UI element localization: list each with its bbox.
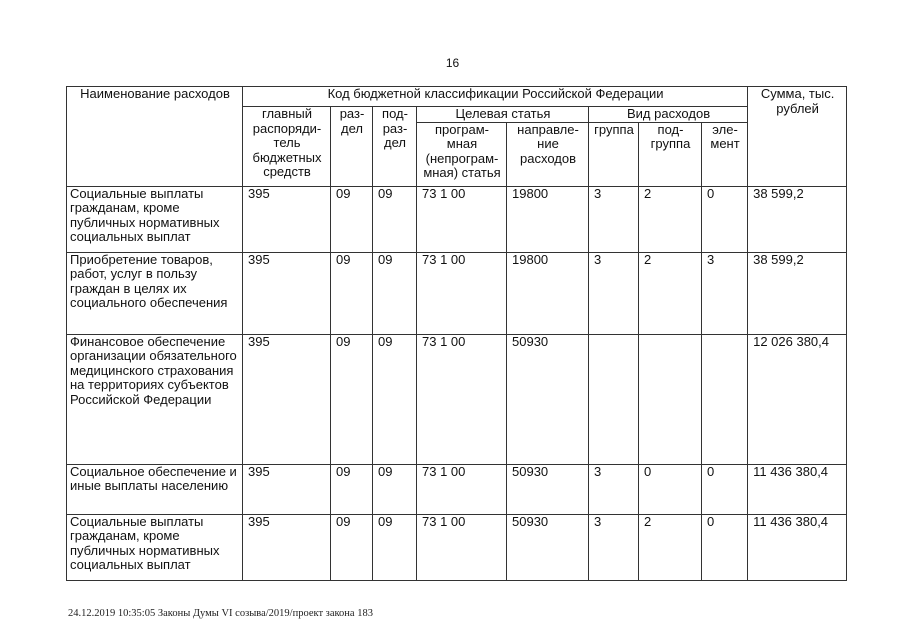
footer-timestamp: 24.12.2019 10:35:05 Законы Думы VI созыва/2019/проект закона 183	[68, 608, 373, 619]
row-group: 3	[589, 514, 639, 580]
row-sum: 38 599,2	[748, 186, 847, 252]
header-code-group: Код бюджетной классификации Российской Федерации	[243, 87, 748, 107]
row-manager: 395	[243, 464, 331, 514]
table-row	[67, 514, 847, 580]
row-group: 3	[589, 252, 639, 334]
row-subgroup: 2	[639, 252, 702, 334]
row-element: 0	[702, 514, 748, 580]
row-section: 09	[331, 334, 373, 464]
row-element: 0	[702, 186, 748, 252]
header-direction: направле-ние расходов	[507, 122, 589, 186]
row-direction: 50930	[507, 514, 589, 580]
row-sum: 12 026 380,4	[748, 334, 847, 464]
table-row	[67, 252, 847, 334]
header-sum: Сумма, тыс. рублей	[748, 87, 847, 187]
row-sum: 11 436 380,4	[748, 514, 847, 580]
row-subgroup: 2	[639, 186, 702, 252]
header-program: програм-мная (непрограм-мная) статья	[417, 122, 507, 186]
row-program: 73 1 00	[417, 334, 507, 464]
row-name: Социальные выплаты гражданам, кроме публичных нормативных социальных выплат	[67, 186, 243, 252]
row-name: Приобретение товаров, работ, услуг в пользу граждан в целях их социального обеспечения	[67, 252, 243, 334]
row-subsection: 09	[373, 514, 417, 580]
row-program: 73 1 00	[417, 252, 507, 334]
header-target-article: Целевая статья	[417, 107, 589, 123]
row-manager: 395	[243, 334, 331, 464]
row-section: 09	[331, 252, 373, 334]
header-subsection: под-раз-дел	[373, 107, 417, 187]
row-manager: 395	[243, 252, 331, 334]
table-row	[67, 334, 847, 464]
row-program: 73 1 00	[417, 514, 507, 580]
row-direction: 50930	[507, 334, 589, 464]
row-direction: 19800	[507, 252, 589, 334]
row-subgroup: 0	[639, 464, 702, 514]
page-number: 16	[445, 56, 460, 70]
row-manager: 395	[243, 186, 331, 252]
row-group: 3	[589, 464, 639, 514]
row-subgroup	[639, 334, 702, 464]
header-name: Наименование расходов	[67, 87, 243, 187]
row-name: Финансовое обеспечение организации обязательного медицинского страхования на территориях субъектов Российской Федерации	[67, 334, 243, 464]
table-row	[67, 186, 847, 252]
row-section: 09	[331, 464, 373, 514]
row-program: 73 1 00	[417, 186, 507, 252]
row-manager: 395	[243, 514, 331, 580]
header-expense-type: Вид расходов	[589, 107, 748, 123]
row-name: Социальные выплаты гражданам, кроме публичных нормативных социальных выплат	[67, 514, 243, 580]
budget-table	[66, 86, 847, 581]
row-subsection: 09	[373, 186, 417, 252]
table-row	[67, 464, 847, 514]
row-program: 73 1 00	[417, 464, 507, 514]
header-group: группа	[589, 122, 639, 186]
row-subsection: 09	[373, 464, 417, 514]
row-section: 09	[331, 514, 373, 580]
row-element: 3	[702, 252, 748, 334]
row-subsection: 09	[373, 252, 417, 334]
row-name: Социальное обеспечение и иные выплаты населению	[67, 464, 243, 514]
header-section: раз-дел	[331, 107, 373, 187]
row-section: 09	[331, 186, 373, 252]
row-element	[702, 334, 748, 464]
row-subsection: 09	[373, 334, 417, 464]
row-sum: 11 436 380,4	[748, 464, 847, 514]
row-subgroup: 2	[639, 514, 702, 580]
row-group: 3	[589, 186, 639, 252]
row-sum: 38 599,2	[748, 252, 847, 334]
header-subgroup: под-группа	[639, 122, 702, 186]
row-direction: 50930	[507, 464, 589, 514]
row-element: 0	[702, 464, 748, 514]
header-element: эле-мент	[702, 122, 748, 186]
row-group	[589, 334, 639, 464]
header-main-manager: главный распоряди-тель бюджетных средств	[243, 107, 331, 187]
row-direction: 19800	[507, 186, 589, 252]
